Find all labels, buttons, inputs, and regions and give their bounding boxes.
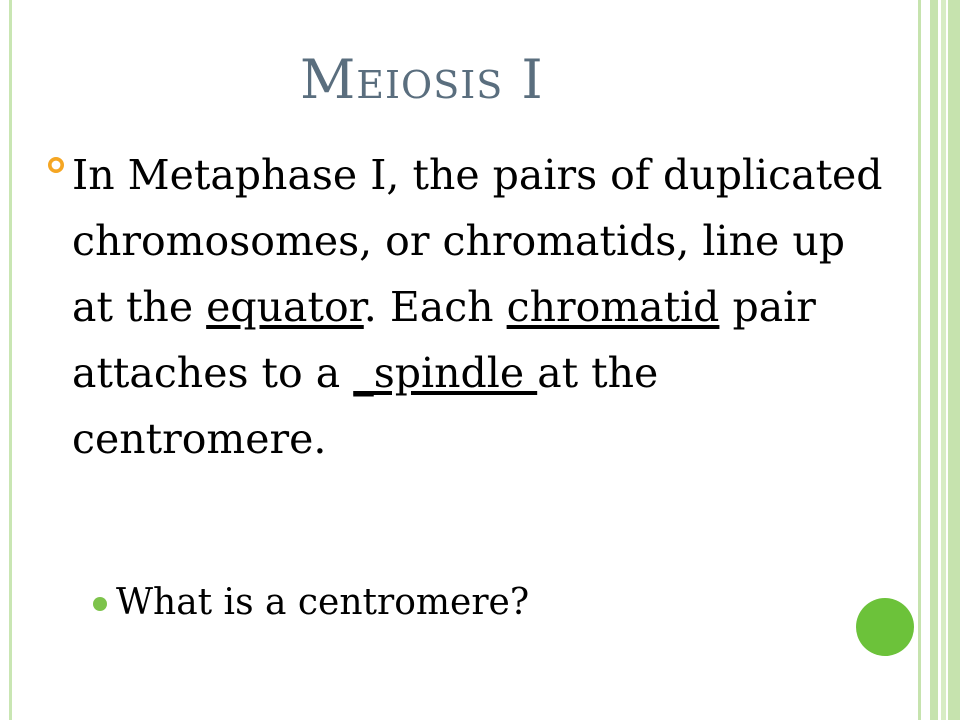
blank-spindle: _spindle <box>353 349 538 397</box>
ring-bullet-icon <box>47 156 65 174</box>
main-bullet-text <box>72 142 892 472</box>
slide-title: Meiosis I <box>300 48 544 111</box>
sub-bullet-text: What is a centromere? <box>116 582 530 623</box>
green-circle-decoration <box>856 598 914 656</box>
main-text-part: pair attaches to a <box>72 283 816 397</box>
right-decorative-stripes <box>918 0 960 720</box>
main-text-part: . Each <box>363 283 507 331</box>
main-text-part: at the centromere. <box>72 349 659 463</box>
main-text-part: In Metaphase I, the pairs of duplicated chromosomes, or chromatids, line up at the <box>72 151 883 331</box>
blank-chromatid: chromatid <box>506 283 720 331</box>
left-border-line <box>9 0 12 720</box>
sub-bullet-dot-icon <box>93 597 107 611</box>
blank-equator: equator <box>206 283 364 331</box>
